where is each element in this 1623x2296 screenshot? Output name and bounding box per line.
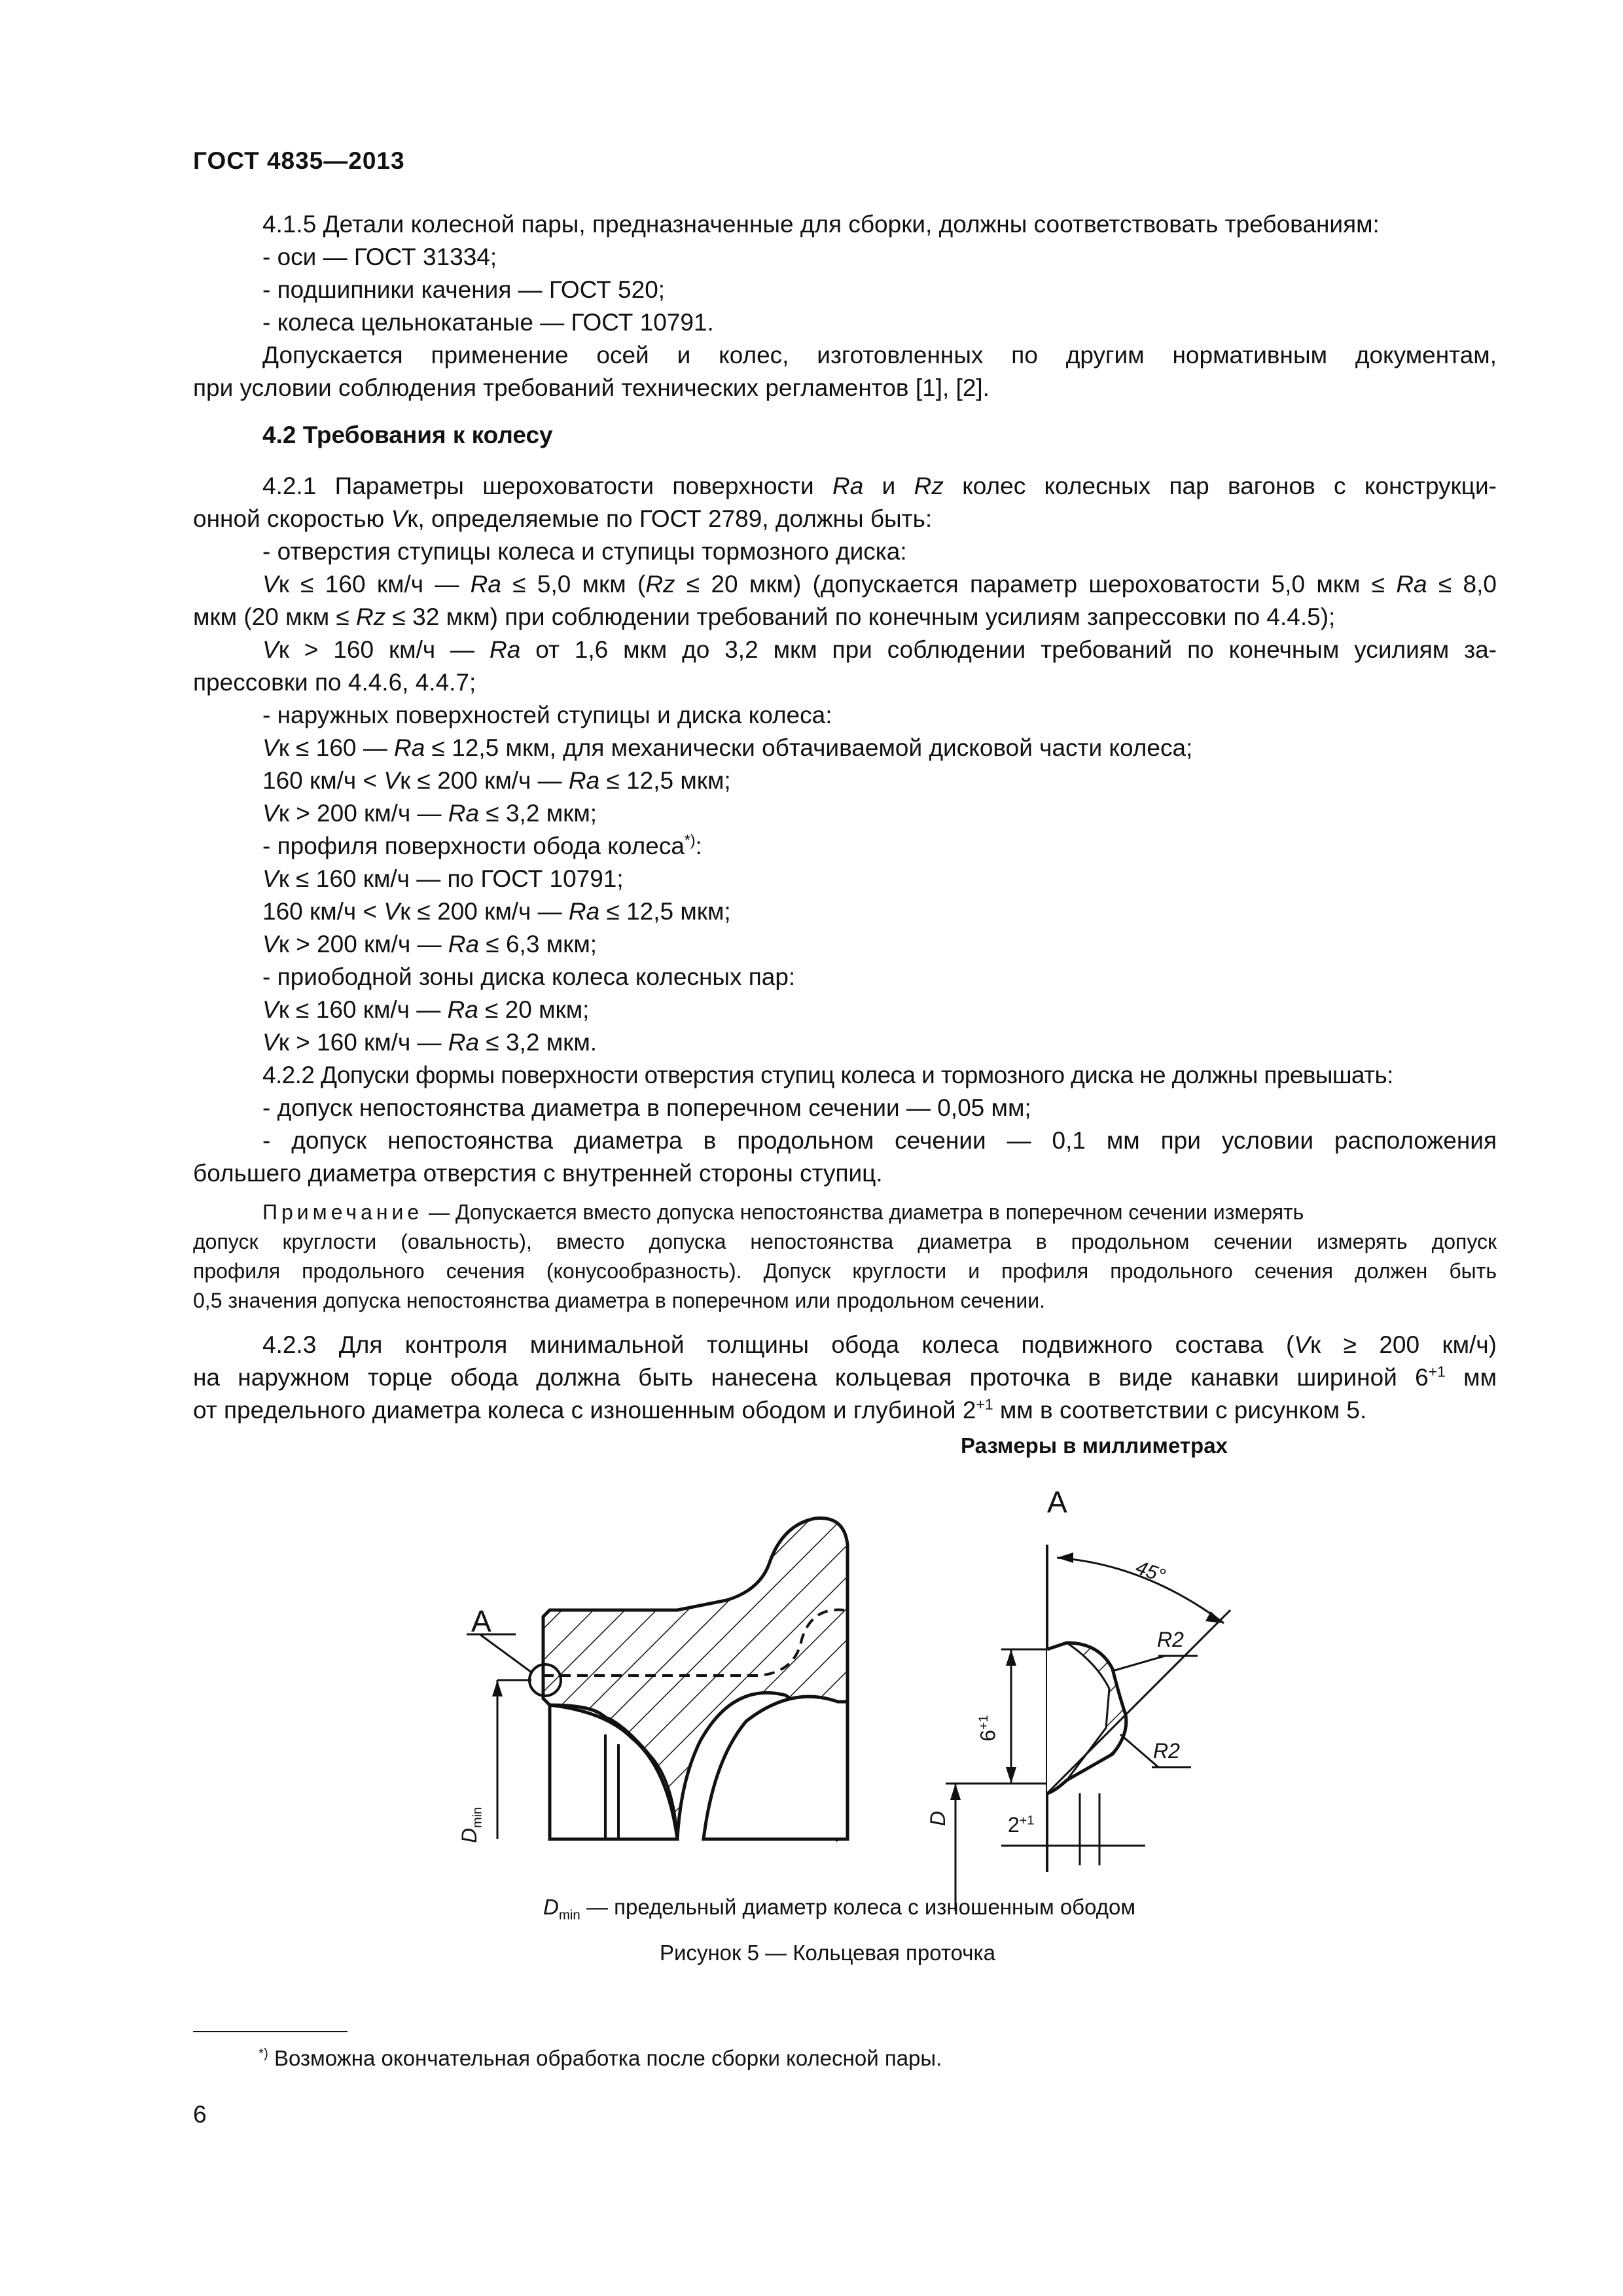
list-item: - подшипники качения — ГОСТ 520;	[262, 276, 666, 303]
r2-top-leader	[1113, 1656, 1165, 1671]
note-line: Примечание — Допускается вместо допуска непостоянства диаметра в поперечном сечении измерять	[262, 1200, 1304, 1224]
paragraph-line: прессовки по 4.4.6, 4.4.7;	[193, 669, 476, 696]
label-a-left: A	[471, 1604, 491, 1638]
paragraph-line: от предельного диаметра колеса с изношенным ободом и глубиной $2^{+1}$ мм в соответствии с рисунком 5.	[193, 1395, 1367, 1424]
d-label: D	[926, 1810, 950, 1827]
list-item: - допуск непостоянства диаметра в продольном сечении — 0,1 мм при условии расположения	[262, 1127, 1497, 1154]
r2-bottom-label: R2	[1153, 1739, 1180, 1763]
list-item: - наружных поверхностей ступицы и диска колеса:	[262, 702, 832, 728]
paragraph-line: Vк ≤ 160 км/ч — по ГОСТ 10791;	[262, 865, 624, 892]
paragraph-line: при условии соблюдения требований технических регламентов [1], [2].	[193, 374, 990, 401]
footnote-rule	[193, 2031, 348, 2032]
document-header: ГОСТ 4835—2013	[193, 147, 405, 174]
list-item: - колеса цельнокатаные — ГОСТ 10791.	[262, 309, 714, 336]
dim-6-label: $6^{+1}$	[976, 1715, 1000, 1742]
paragraph-line: Vк > 200 км/ч — Ra ≤ 6,3 мкм;	[262, 931, 597, 958]
note-line: профиля продольного сечения (конусообразность). Допуск круглости и профиля продольного сечения должен быть	[193, 1259, 1497, 1283]
paragraph-line: 4.2.2 Допуски формы поверхности отверстия ступиц колеса и тормозного диска не должны превышать:	[262, 1062, 1393, 1088]
paragraph-line: 4.2.1 Параметры шероховатости поверхности Ra и Rz колес колесных пар вагонов с конструкци-	[262, 473, 1497, 499]
list-item: - допуск непостоянства диаметра в поперечном сечении — 0,05 мм;	[262, 1094, 1031, 1121]
wheel-hub-void	[704, 1696, 847, 1839]
paragraph-line: Vк > 200 км/ч — Ra ≤ 3,2 мкм;	[262, 800, 597, 827]
paragraph-line: на наружном торце обода должна быть нанесена кольцевая проточка в виде канавки шириной $6^{+1}$ мм	[193, 1363, 1497, 1391]
dmin-label: $D_{min}$	[457, 1806, 485, 1844]
paragraph-line: 4.1.5 Детали колесной пары, предназначенные для сборки, должны соответствовать требованиям:	[262, 211, 1380, 238]
list-item: - приободной зоны диска колеса колесных пар:	[262, 963, 796, 990]
paragraph-line: 160 км/ч < Vк ≤ 200 км/ч — Ra ≤ 12,5 мкм;	[262, 898, 731, 925]
paragraph-line: Vк ≤ 160 км/ч — Ra ≤ 20 мкм;	[262, 996, 590, 1023]
paragraph-line: Vк > 160 км/ч — Ra ≤ 3,2 мкм.	[262, 1029, 597, 1056]
figure-legend: $D_{min}$ — предельный диаметр колеса с изношенным ободом	[543, 1895, 1136, 1923]
list-item: - профиля поверхности обода колеса*):	[262, 831, 702, 859]
paragraph-line: большего диаметра отверстия с внутренней стороны ступиц.	[193, 1160, 883, 1187]
paragraph-line: онной скоростью Vк, определяемые по ГОСТ 2789, должны быть:	[193, 505, 933, 532]
paragraph-line: Vк > 160 км/ч — Ra от 1,6 мкм до 3,2 мкм при соблюдении требований по конечным усилиям за-	[262, 636, 1497, 663]
paragraph-line: 4.2.3 Для контроля минимальной толщины обода колеса подвижного состава (Vк ≥ 200 км/ч)	[262, 1331, 1497, 1358]
paragraph-line: Vк ≤ 160 — Ra ≤ 12,5 мкм, для механически обтачиваемой дисковой части колеса;	[262, 734, 1193, 761]
dim-2-label: $2^{+1}$	[1008, 1813, 1035, 1837]
angle-label: 45°	[1132, 1556, 1168, 1587]
paragraph-line: 160 км/ч < Vк ≤ 200 км/ч — Ra ≤ 12,5 мкм;	[262, 767, 731, 794]
label-a-right: A	[1047, 1485, 1067, 1519]
page-number: 6	[193, 2101, 207, 2128]
section-heading-4-2: 4.2 Требования к колесу	[262, 422, 553, 448]
paragraph-line: мкм (20 мкм ≤ Rz ≤ 32 мкм) при соблюдении требований по конечным усилиям запрессовки по 4.4.5);	[193, 603, 1336, 630]
paragraph-line: Vк ≤ 160 км/ч — Ra ≤ 5,0 мкм (Rz ≤ 20 мкм) (допускается параметр шероховатости 5,0 мкм ≤ Ra ≤ 8,0	[262, 571, 1497, 598]
figure-caption: Рисунок 5 — Кольцевая проточка	[660, 1941, 995, 1965]
note-line: допуск круглости (овальность), вместо допуска непостоянства диаметра в продольном сечении измерять допуск	[193, 1230, 1497, 1253]
note-line: 0,5 значения допуска непостоянства диаметра в поперечном или продольном сечении.	[193, 1289, 1045, 1312]
list-item: - оси — ГОСТ 31334;	[262, 243, 497, 270]
footnote: *) Возможна окончательная обработка после сборки колесной пары.	[259, 2046, 942, 2070]
detail-a-leader	[480, 1634, 531, 1672]
note-label: Примечание	[262, 1200, 423, 1224]
figure-dimensions-note: Размеры в миллиметрах	[961, 1433, 1228, 1458]
paragraph-line: Допускается применение осей и колес, изготовленных по другим нормативным документам,	[262, 342, 1497, 368]
r2-top-label: R2	[1157, 1628, 1184, 1651]
list-item: - отверстия ступицы колеса и ступицы тормозного диска:	[262, 538, 907, 565]
